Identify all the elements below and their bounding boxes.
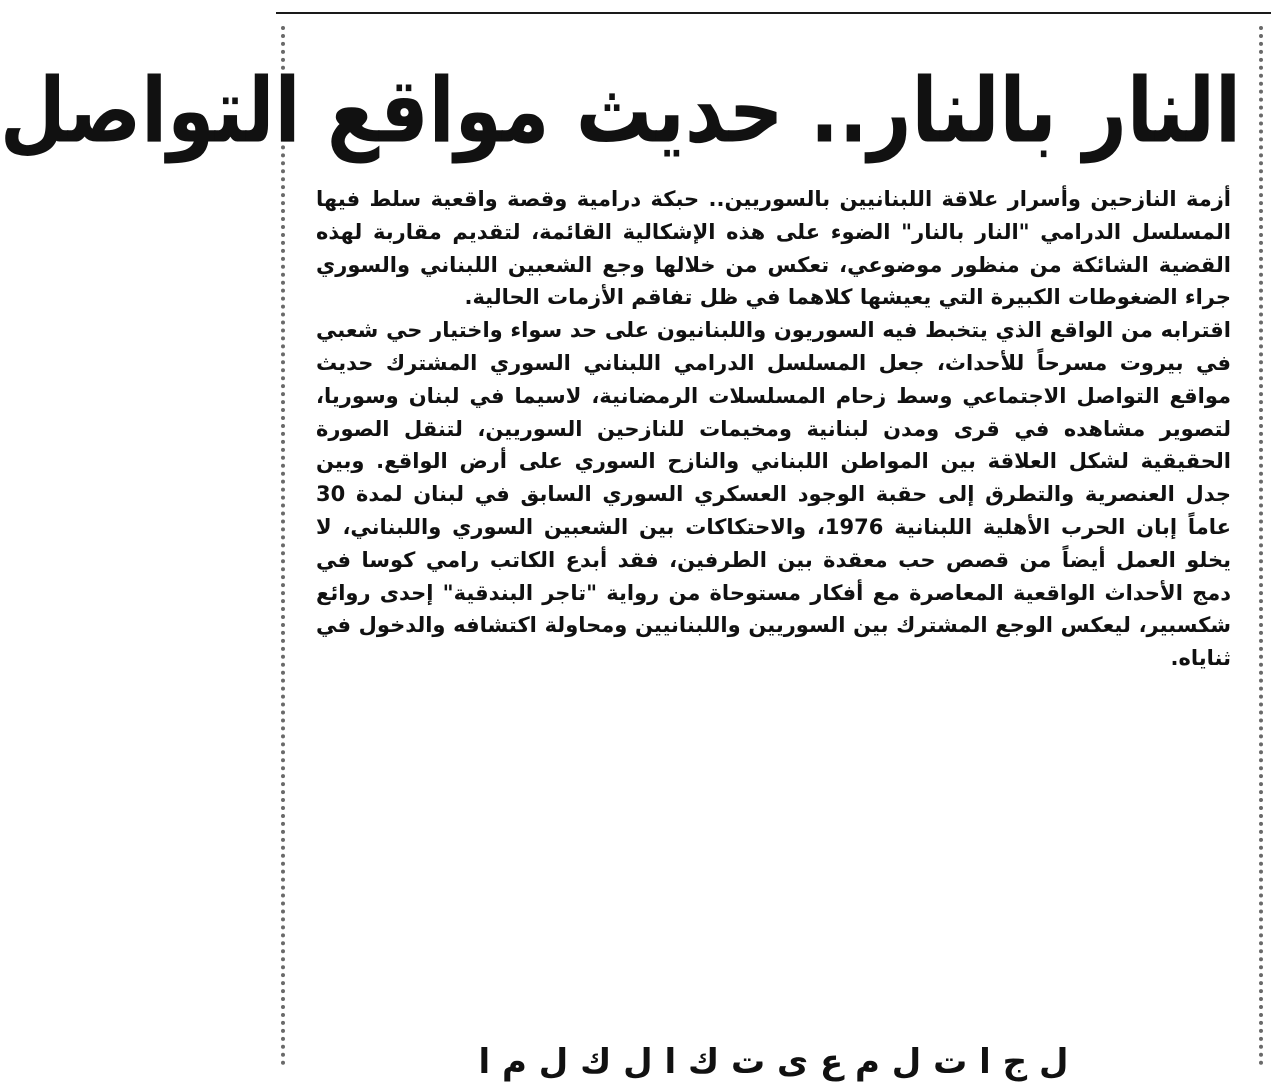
right-dotted-border <box>1259 26 1271 1066</box>
article-paragraph-2: اقترابه من الواقع الذي يتخبط فيه السوريون واللبنانيون على حد سواء واختيار حي شعبي في بيروت مسرحاً للأحداث، جعل المسلسل الدرامي اللبناني السوري المشترك حديث مواقع التواصل الاجتماعي وسط زحام المسلسلات الرمضانية، لاسيما في لبنان وسوريا، لتصوير مشاهده في قرى ومدن لبنانية ومخيمات للنازحين السوريين، لتنقل الصورة الحقيقية لشكل العلاقة بين المواطن اللبناني والنازح السوري على أرض الواقع. وبين جدل العنصرية والتطرق إلى حقبة الوجود العسكري السوري السابق في لبنان لمدة 30 عاماً إبان الحرب الأهلية اللبنانية 1976، والاحتكاكات بين الشعبين السوري واللبناني، لا يخلو العمل أيضاً من قصص حب معقدة بين الطرفين، فقد أبدع الكاتب رامي كوسا في دمج الأحداث الواقعية المعاصرة مع أفكار مستوحاة من رواية "تاجر البندقية" إحدى روائع شكسبير، ليعكس الوجع المشترك بين السوريين واللبنانيين ومحاولة اكتشافه والدخول في ثناياه. <box>316 318 1232 671</box>
article-body <box>316 183 1231 675</box>
top-rule <box>276 12 1271 14</box>
left-dotted-border <box>281 26 293 1066</box>
article-headline: النار بالنار.. حديث مواقع التواصل <box>0 57 1241 163</box>
next-article-headline-cropped: ل ج ا ت ل م ع ى ت ك ا ل ك ل م ا <box>478 1042 1069 1082</box>
article-paragraph-1: أزمة النازحين وأسرار علاقة اللبنانيين بالسوريين.. حبكة درامية وقصة واقعية سلط فيها المسلسل الدرامي "النار بالنار" الضوء على هذه الإشكالية القائمة، لتقديم مقاربة لهذه القضية الشائكة من منظور موضوعي، تعكس من خلالها وجع الشعبين اللبناني والسوري جراء الضغوطات الكبيرة التي يعيشها كلاهما في ظل تفاقم الأزمات الحالية. <box>316 187 1231 310</box>
